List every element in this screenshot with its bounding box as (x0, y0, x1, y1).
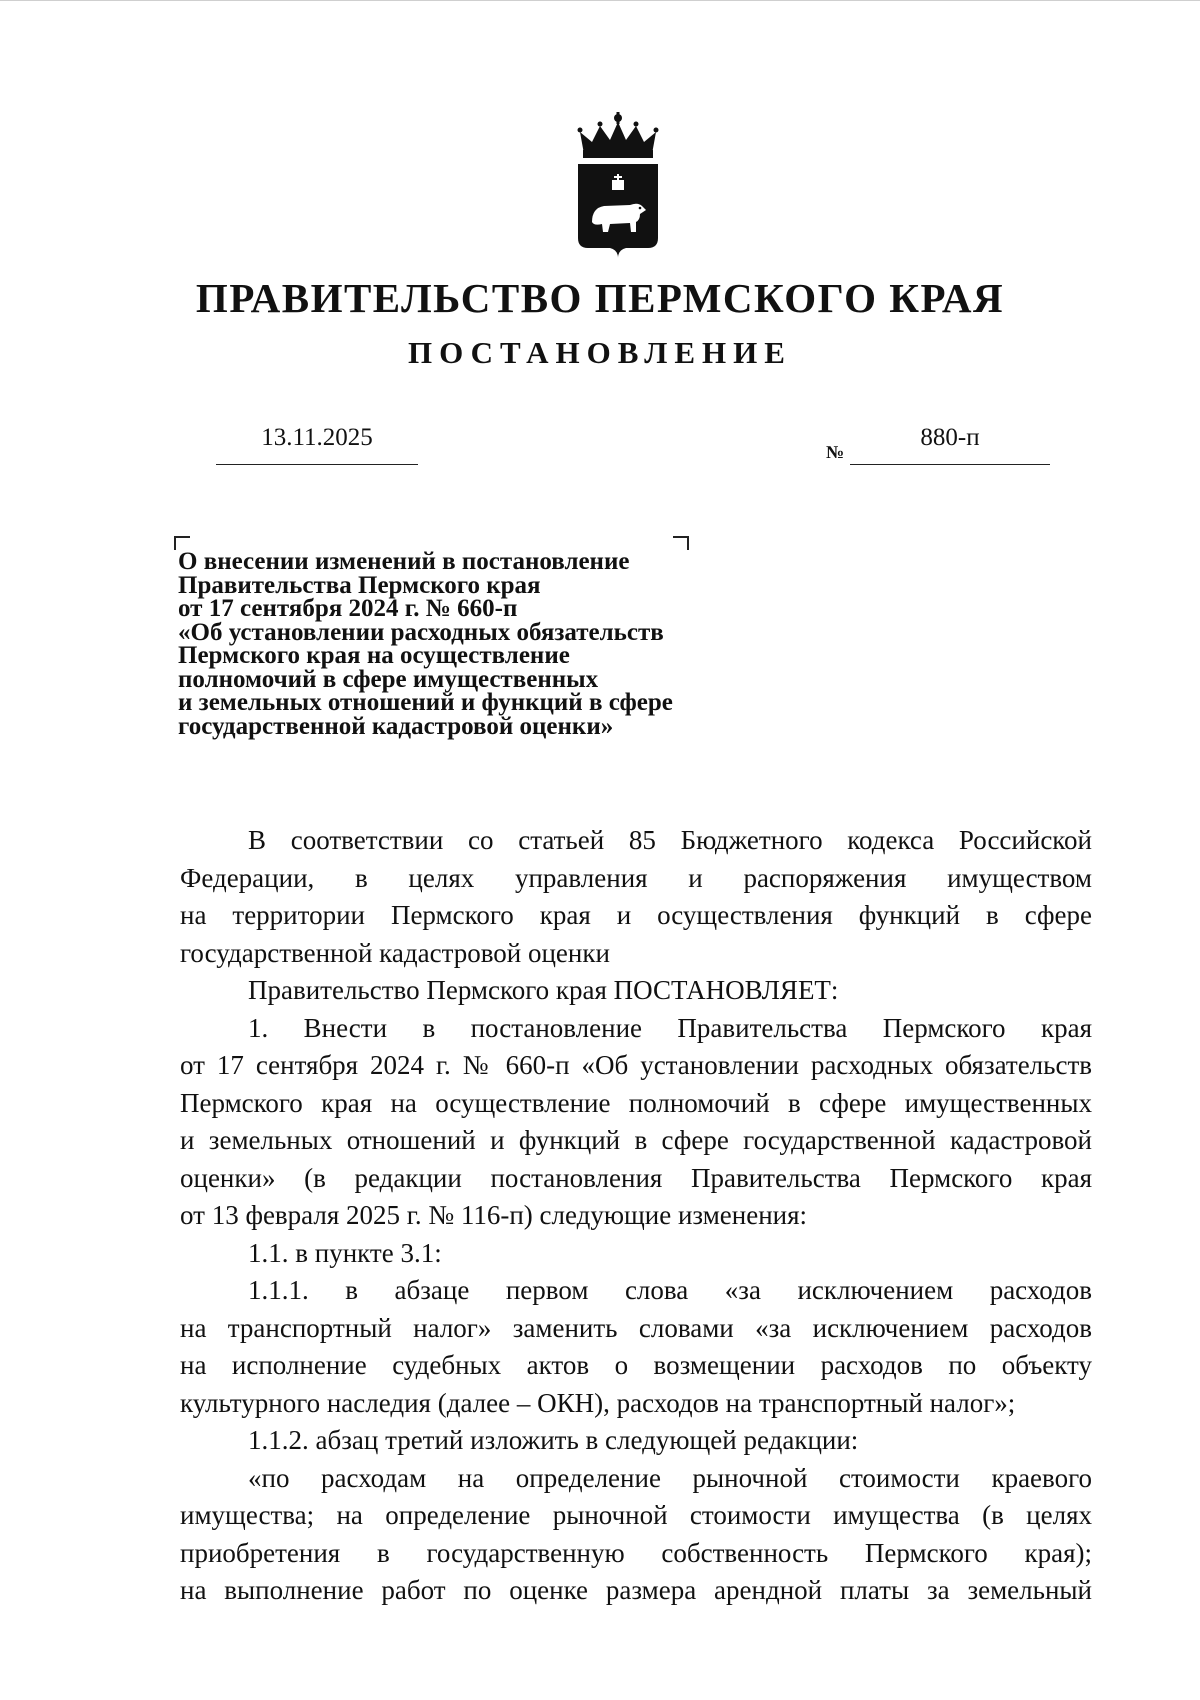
document-date: 13.11.2025 (261, 424, 373, 451)
body-line: на территории Пермского края и осуществления функций в сфере (180, 900, 1092, 930)
body-line: культурного наследия (далее – ОКН), расходов на транспортный налог»; (180, 1387, 1016, 1418)
body-line: Федерации, в целях управления и распоряжения имуществом (180, 862, 1092, 893)
coat-of-arms-icon (568, 110, 668, 260)
body-line: 1. Внести в постановление Правительства Пермского края (248, 1012, 1092, 1043)
body-line: В соответствии со статьей 85 Бюджетного кодекса Российской (248, 825, 1092, 855)
subject-line: от 17 сентября 2024 г. № 660-п (178, 595, 518, 622)
number-sign: № (826, 442, 845, 462)
subject-line: и земельных отношений и функций в сфере (178, 689, 673, 716)
document-type: ПОСТАНОВЛЕНИЕ (408, 335, 792, 370)
body-line: Пермского края на осуществление полномочий в сфере имущественных (180, 1087, 1092, 1118)
body-line: 1.1.1. в абзаце первом слова «за исключением расходов (248, 1275, 1092, 1305)
scan-edge (0, 0, 1200, 1)
number-field (850, 424, 1050, 465)
body-line: от 13 февраля 2025 г. № 116-п) следующие изменения: (180, 1200, 808, 1230)
government-title: ПРАВИТЕЛЬСТВО ПЕРМСКОГО КРАЯ (195, 275, 1005, 321)
body-line: 1.1.2. абзац третий изложить в следующей редакции: (248, 1425, 859, 1455)
body-line: и земельных отношений и функций в сфере государственной кадастровой (180, 1125, 1092, 1155)
document-number: 880-п (920, 424, 980, 451)
body-line: «по расходам на определение рыночной стоимости краевого (248, 1462, 1092, 1493)
subject-line: полномочий в сфере имущественных (178, 665, 599, 693)
subject-line: Правительства Пермского края (178, 571, 541, 599)
subject-line: «Об установлении расходных обязательств (178, 618, 664, 646)
body-line: оценки» (в редакции постановления Правительства Пермского края (180, 1162, 1092, 1193)
body-line: на выполнение работ по оценке размера арендной платы за земельный (180, 1575, 1092, 1605)
body-line: 1.1. в пункте 3.1: (248, 1237, 442, 1268)
body-line: от 17 сентября 2024 г. № 660-п «Об установлении расходных обязательств (180, 1050, 1092, 1080)
body-line: на транспортный налог» заменить словами «за исключением расходов (180, 1312, 1092, 1343)
date-field (216, 424, 418, 465)
body-line: государственной кадастровой оценки (180, 937, 610, 968)
subject-line: О внесении изменений в постановление (178, 548, 630, 575)
body-line: имущества; на определение рыночной стоимости имущества (в целях (180, 1500, 1092, 1530)
subject-line: Пермского края на осуществление (178, 642, 570, 669)
body-line: на исполнение судебных актов о возмещении расходов по объекту (180, 1350, 1092, 1380)
body-line: Правительство Пермского края ПОСТАНОВЛЯЕТ: (248, 975, 839, 1005)
body-line: приобретения в государственную собственность Пермского края); (180, 1537, 1092, 1568)
subject-block (178, 550, 778, 738)
subject-line: государственной кадастровой оценки» (178, 712, 614, 740)
subject-corner-right (673, 536, 689, 550)
body-text (180, 822, 1092, 1610)
